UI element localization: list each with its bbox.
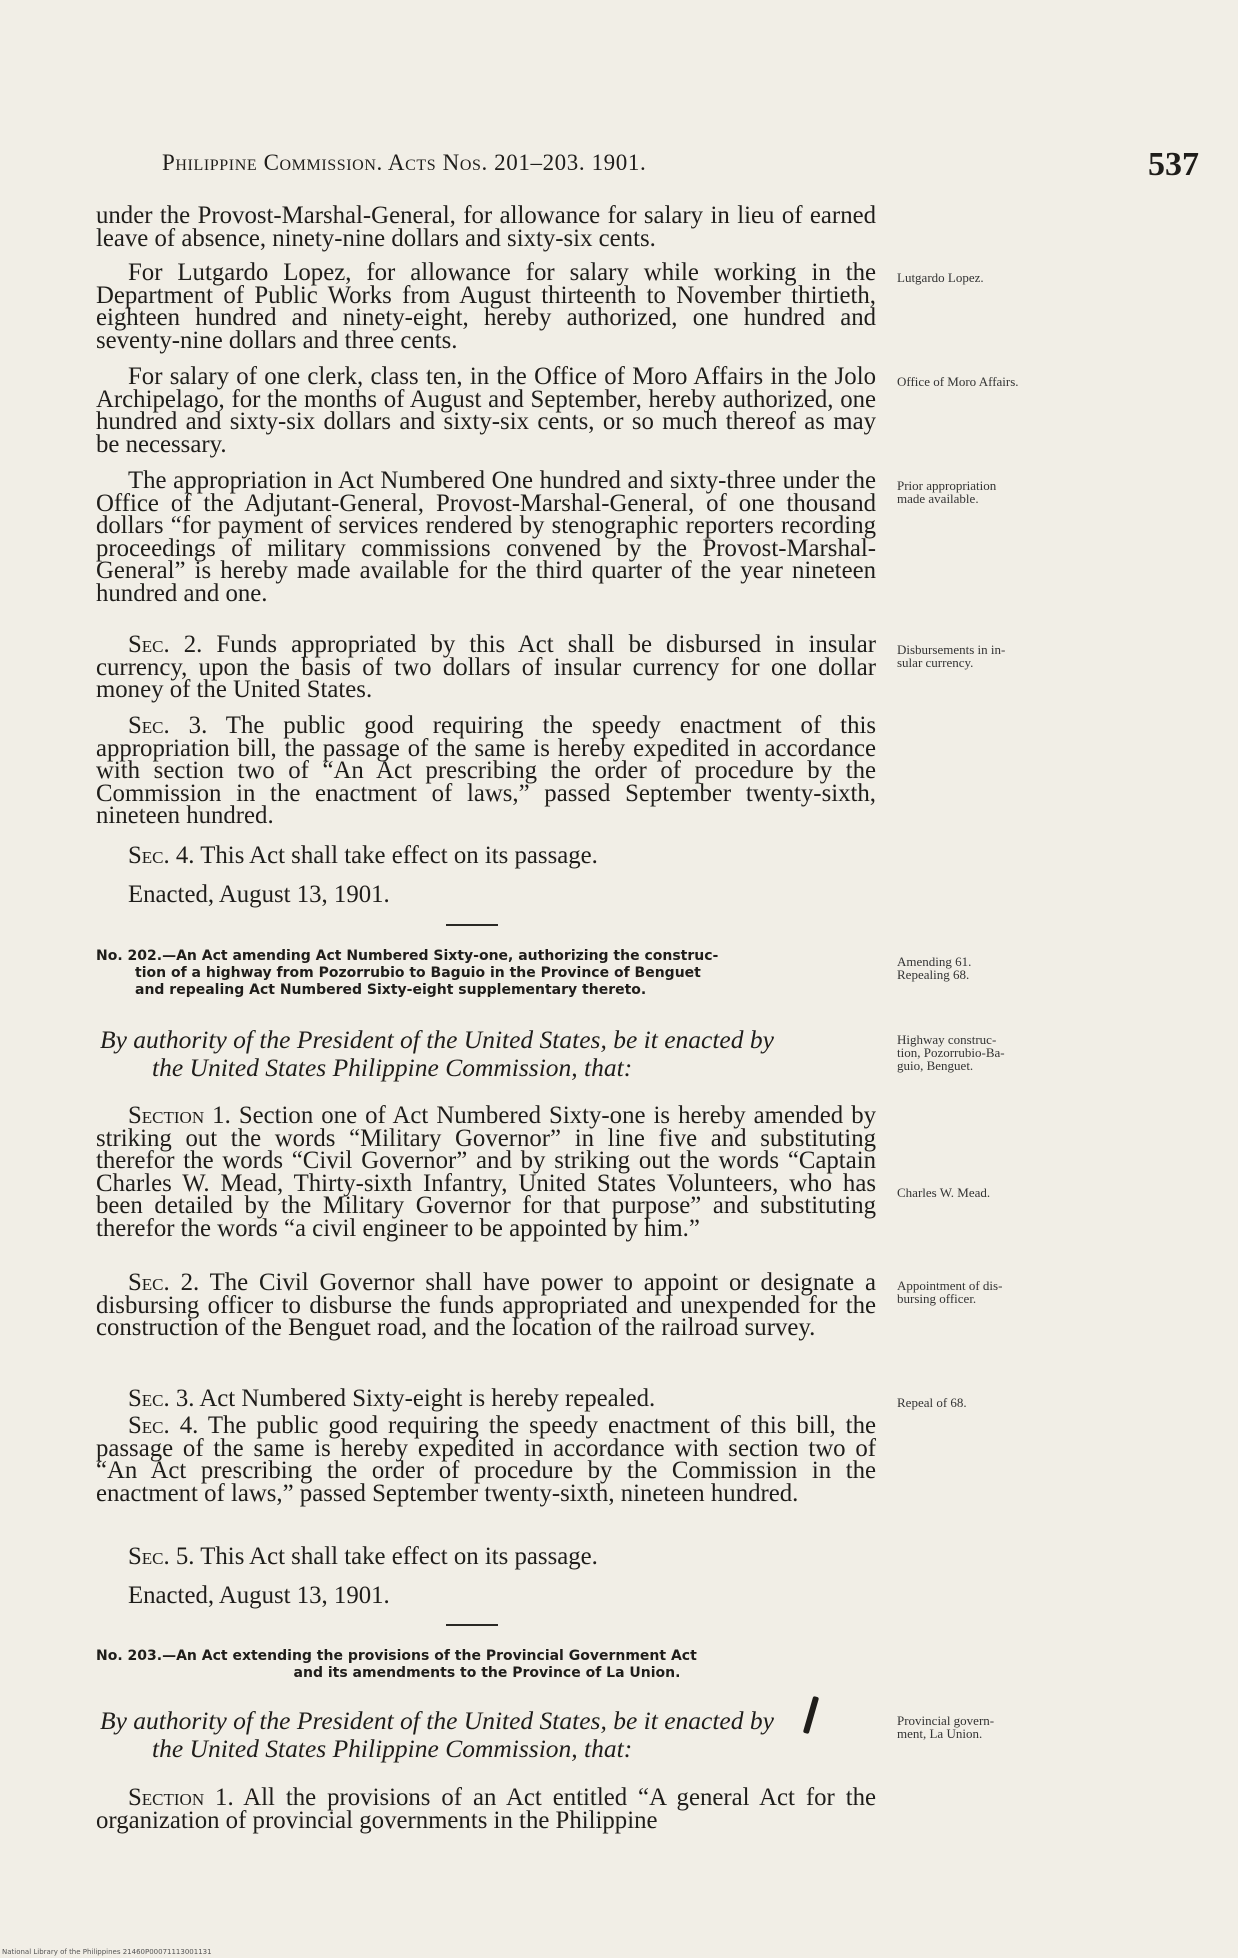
paragraph-text: Funds appropriated by this Act shall be disbursed in insular currency, upon the basis of two dollars of insular currency for one dollar money of the United States. bbox=[96, 631, 876, 703]
enacting-line: the United States Philippine Commission, that: bbox=[152, 1053, 633, 1082]
paragraph-text: The public good requiring the speedy enactment of this appropriation bill, the passage of the same is hereby expedited in accordance with section two of “An Act prescribing the order of procedure by the Commission in the enactment of laws,” passed September twenty-sixth, nineteen hundred. bbox=[96, 712, 877, 829]
margin-note: Appointment of dis- bursing officer. bbox=[897, 1278, 1003, 1306]
enacted-date bbox=[96, 1582, 876, 1609]
enacting-line: the United States Philippine Commission, that: bbox=[152, 1734, 633, 1763]
margin-note: Provincial govern- ment, La Union. bbox=[897, 1713, 995, 1741]
enacting-line: By authority of the President of the United States, be it enacted by bbox=[100, 1706, 774, 1735]
margin-note: Office of Moro Affairs. bbox=[897, 374, 1019, 389]
paragraph-text: The Civil Governor shall have power to appoint or designate a disbursing officer to disburse the funds appropriated and unexpended for the construction of the Benguet road, and the location of the railroad survey. bbox=[96, 1269, 876, 1341]
enacting-line: By authority of the President of the United States, be it enacted by bbox=[100, 1025, 774, 1054]
section-lead: Section 1. bbox=[128, 1784, 234, 1811]
page-number: 537 bbox=[1148, 146, 1199, 183]
paragraph bbox=[96, 1269, 876, 1341]
paragraph-text: For Lutgardo Lopez, for allowance for salary while working in the Department of Public Works from August thirteenth to November thirtieth, eighteen hundred and ninety-eight, hereby authorized, one hundred and seventy-nine dollars and three cents. bbox=[96, 259, 876, 354]
section-divider bbox=[446, 1624, 498, 1626]
section-lead: Sec. 4. bbox=[128, 842, 195, 869]
act-title-line: No. 202.—An Act amending Act Numbered Sixty-one, authorizing the construc- bbox=[96, 948, 719, 964]
paragraph-text: Section one of Act Numbered Sixty-one is hereby amended by striking out the words “Military Governor” in line five and substituting therefor the words “Civil Governor” and by striking out the words “Captain Charles W. Mead, Thirty-sixth Infantry, United States Volunteers, who has been detailed by the Military Governor for that purpose” and substituting therefor the words “a civil engineer to be appointed by him.” bbox=[96, 1102, 877, 1242]
section-lead: Sec. 5. bbox=[128, 1543, 195, 1570]
paragraph-text: Enacted, August 13, 1901. bbox=[128, 1582, 390, 1609]
section-lead: Sec. 2. bbox=[128, 631, 203, 658]
paragraph-text: This Act shall take effect on its passage. bbox=[194, 1543, 598, 1570]
paragraph bbox=[96, 1385, 876, 1412]
margin-note: Charles W. Mead. bbox=[897, 1185, 991, 1200]
act-title-line: and repealing Act Numbered Sixty-eight supplementary thereto. bbox=[135, 982, 647, 998]
running-header: Philippine Commission. Acts Nos. 201–203. 1901. bbox=[162, 150, 647, 175]
act-title-202 bbox=[96, 948, 878, 999]
paragraph bbox=[96, 1784, 876, 1834]
act-title-203 bbox=[96, 1648, 878, 1682]
margin-note: Disbursements in in- sular currency. bbox=[897, 642, 1006, 670]
enacting-clause bbox=[100, 1707, 880, 1763]
paragraph-text: under the Provost-Marshal-General, for allowance for salary in lieu of earned leave of absence, ninety-nine dollars and sixty-six cents. bbox=[96, 202, 876, 252]
margin-note: Highway construc- tion, Pozorrubio-Ba- guio, Benguet. bbox=[897, 1032, 1005, 1073]
paragraph-text: The appropriation in Act Numbered One hundred and sixty-three under the Office of the Adjutant-General, Provost-Marshal-General, of one thousand dollars “for payment of services rendered by stenographic reporters recording proceedings of military commissions convened by the Provost-Marshal-General” is hereby made available for the third quarter of the year nineteen hundred and one. bbox=[96, 467, 876, 607]
paragraph bbox=[96, 712, 877, 829]
paragraph bbox=[96, 631, 876, 703]
enacted-date bbox=[96, 881, 876, 908]
scan-footer: National Library of the Philippines 21460P00071113001131 bbox=[2, 1948, 212, 1956]
section-lead: Section 1. bbox=[128, 1102, 231, 1129]
paragraph-text: For salary of one clerk, class ten, in the Office of Moro Affairs in the Jolo Archipelago, for the months of August and September, hereby authorized, one hundred and sixty-six dollars and sixty-six cents, or so much thereof as may be necessary. bbox=[96, 363, 876, 458]
section-lead: Sec. 4. bbox=[128, 1412, 199, 1439]
act-title-line: No. 203.—An Act extending the provisions of the Provincial Government Act bbox=[96, 1648, 697, 1664]
margin-note: Amending 61. Repealing 68. bbox=[897, 954, 972, 982]
paragraph-text: All the provisions of an Act entitled “A general Act for the organization of provincial governments in the Philippine bbox=[96, 1784, 876, 1834]
enacting-clause bbox=[100, 1026, 880, 1082]
paragraph bbox=[96, 467, 876, 607]
paragraph-text: Act Numbered Sixty-eight is hereby repealed. bbox=[194, 1385, 656, 1412]
act-title-line: and its amendments to the Province of La Union. bbox=[293, 1665, 681, 1681]
margin-note: Lutgardo Lopez. bbox=[897, 270, 984, 285]
section-divider bbox=[446, 924, 498, 926]
paragraph bbox=[96, 1543, 876, 1570]
paragraph-text: The public good requiring the speedy enactment of this bill, the passage of the same is hereby expedited in accordance with section two of “An Act prescribing the order of procedure by the Commission in the enactment of laws,” passed September twenty-sixth, nineteen hundred. bbox=[96, 1412, 876, 1507]
margin-note: Repeal of 68. bbox=[897, 1395, 967, 1410]
act-title-line: tion of a highway from Pozorrubio to Baguio in the Province of Benguet bbox=[135, 965, 701, 981]
paragraph bbox=[96, 363, 876, 458]
paragraph-text: This Act shall take effect on its passage. bbox=[194, 842, 598, 869]
paragraph bbox=[96, 1412, 876, 1507]
paragraph bbox=[96, 842, 876, 869]
section-lead: Sec. 2. bbox=[128, 1269, 200, 1296]
paragraph bbox=[96, 259, 876, 354]
section-lead: Sec. 3. bbox=[128, 712, 208, 739]
paragraph bbox=[96, 202, 876, 252]
section-lead: Sec. 3. bbox=[128, 1385, 195, 1412]
paragraph-text: Enacted, August 13, 1901. bbox=[128, 881, 390, 908]
paragraph bbox=[96, 1102, 877, 1242]
margin-note: Prior appropriation made available. bbox=[897, 478, 997, 506]
